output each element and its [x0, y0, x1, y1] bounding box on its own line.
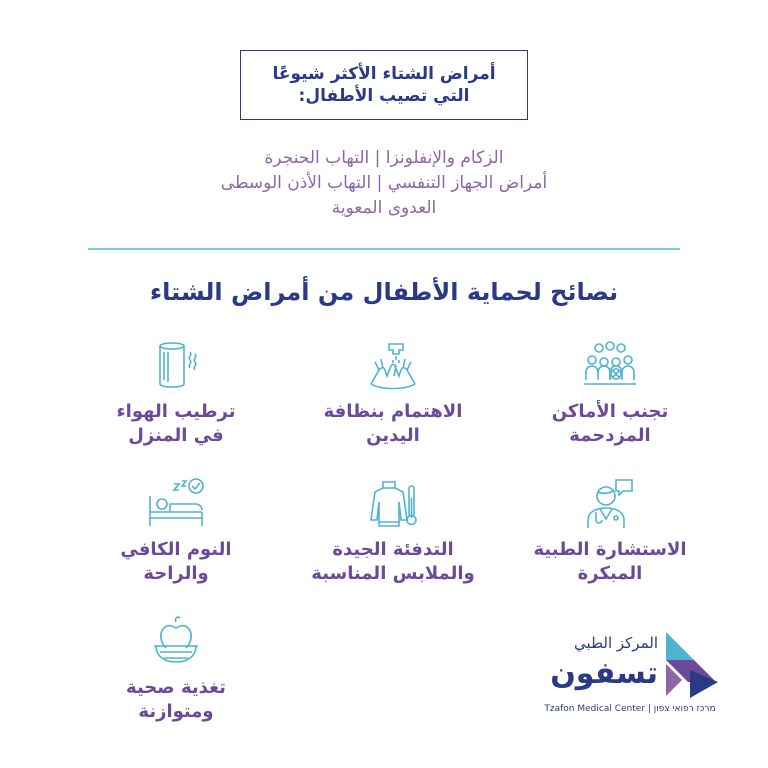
sleep-icon — [146, 478, 206, 530]
diseases-line-1: الزكام والإنفلونزا | التهاب الحنجرة — [264, 148, 504, 168]
tip-humidify-air — [76, 340, 276, 448]
title-line-2: التي تصيب الأطفال: — [298, 86, 470, 106]
diseases-line-3: العدوى المعوية — [331, 198, 437, 218]
tip-line-1: تجنب الأماكن — [551, 401, 669, 422]
tip-line-2: المبكرة — [577, 563, 643, 584]
tip-line-2: والراحة — [143, 563, 209, 584]
tip-line-2: في المنزل — [128, 425, 224, 446]
tip-line-2: اليدين — [366, 425, 420, 446]
tip-line-2: ومتوازنة — [138, 701, 214, 722]
tip-healthy-nutrition — [76, 616, 276, 724]
tip-line-2: المزدحمة — [569, 425, 651, 446]
tzafon-logo — [540, 630, 720, 720]
tip-line-1: الاستشارة الطبية — [533, 539, 687, 560]
tip-sleep-rest — [76, 478, 276, 586]
humidifier-icon — [148, 340, 204, 392]
logo-english-text: Tzafon Medical Center | מרכז רפואי צפון — [544, 704, 716, 714]
title-box — [240, 50, 528, 120]
tip-early-medical-consultation — [510, 478, 710, 586]
tip-line-2: والملابس المناسبة — [311, 563, 475, 584]
doctor-icon — [582, 478, 638, 530]
tip-avoid-crowds — [510, 340, 710, 448]
logo-name: تسفون — [550, 656, 658, 691]
tip-line-1: الاهتمام بنظافة — [323, 401, 463, 422]
tips-heading: نصائح لحماية الأطفال من أمراض الشتاء — [149, 278, 619, 306]
logo-mark-icon — [660, 630, 720, 702]
tip-warm-clothing — [293, 478, 493, 586]
divider — [88, 248, 680, 250]
tip-line-1: النوم الكافي — [120, 539, 232, 560]
crowd-icon — [582, 340, 638, 392]
tip-line-1: تغذية صحية — [126, 677, 226, 698]
diseases-list — [150, 146, 618, 221]
diseases-line-2: أمراض الجهاز التنفسي | التهاب الأذن الوسطى — [220, 173, 548, 193]
tip-hand-hygiene — [293, 340, 493, 448]
tip-line-1: التدفئة الجيدة — [332, 539, 454, 560]
nutrition-icon — [148, 616, 204, 668]
title-line-1: أمراض الشتاء الأكثر شيوعًا — [272, 64, 496, 84]
sweater-thermometer-icon — [365, 478, 421, 530]
logo-small-text: المركز الطبي — [574, 634, 658, 652]
tip-line-1: ترطيب الهواء — [116, 401, 236, 422]
handwash-icon — [365, 340, 421, 392]
